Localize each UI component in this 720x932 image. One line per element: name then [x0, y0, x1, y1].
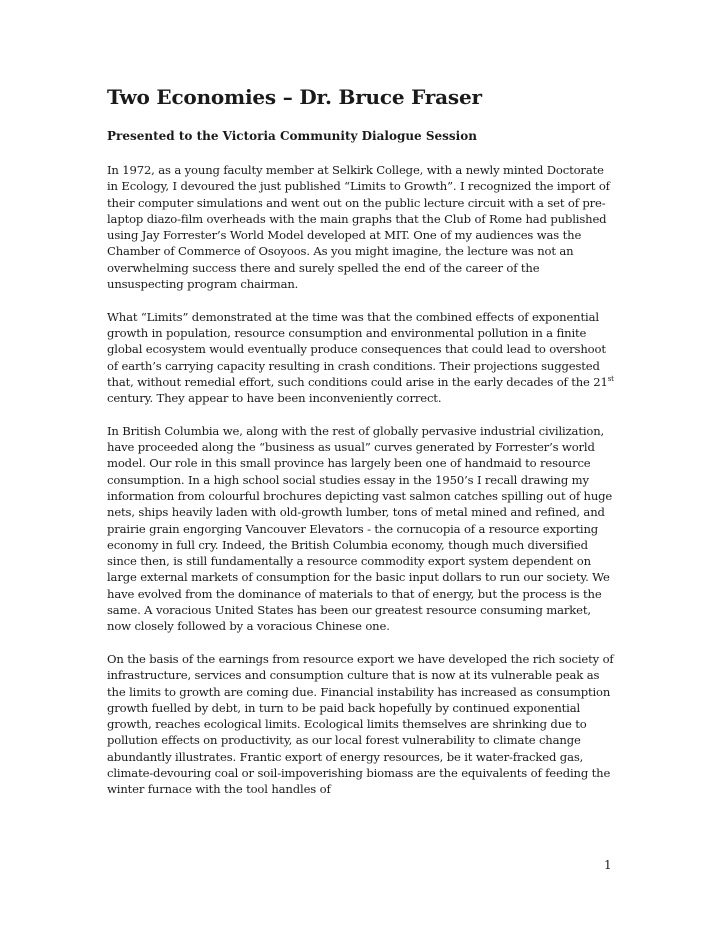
- document-title: Two Economies – Dr. Bruce Fraser: [107, 85, 482, 109]
- ordinal-superscript: st: [607, 375, 614, 383]
- document-page: [107, 84, 617, 814]
- page-number: 1: [604, 858, 612, 872]
- paragraph-limits-findings: [107, 309, 617, 407]
- paragraph-resource-export-earnings: On the basis of the earnings from resource export we have developed the rich society of infrastructure, services and consumption culture that is now at its vulnerable peak as the limits to growth are coming due. Financial instability has increased as consumption growth fuelled by debt, in turn to be paid back hopefully by continued exponential growth, reaches ecological limits. Ecological limits themselves are shrinking due to pollution effects on productivity, as our local forest vulnerability to climate change abundantly illustrates. Frantic export of energy resources, be it water-fracked gas, climate-devouring coal or soil-impoverishing biomass are the equivalents of feeding the winter furnace with the tool handles of: [107, 651, 614, 797]
- paragraph-limits-to-growth-lecture: In 1972, as a young faculty member at Selkirk College, with a newly minted Doctorate in Ecology, I devoured the just published “Limits to Growth”. I recognized the import of their computer simulations and went out on the public lecture circuit with a set of pre-laptop diazo-film overheads with the main graphs that the Club of Rome had published using Jay Forrester’s World Model developed at MIT. One of my audiences was the Chamber of Commerce of Osoyoos. As you might imagine, the lecture was not an overwhelming success there and surely spelled the end of the career of the unsuspecting program chairman.: [107, 163, 610, 292]
- document-subtitle: Presented to the Victoria Community Dialogue Session: [107, 129, 477, 143]
- paragraph-bc-resource-economy: In British Columbia we, along with the rest of globally pervasive industrial civilization, have proceeded along the “business as usual” curves generated by Forrester’s world model. Our role in this small province has largely been one of handmaid to resource consumption. In a high school social studies essay in the 1950’s I recall drawing my information from colourful brochures depicting vast salmon catches spilling out of huge nets, ships heavily laden with old-growth lumber, tons of metal mined and refined, and prairie grain engorging Vancouver Elevators - the cornucopia of a resource exporting economy in full cry. Indeed, the British Columbia economy, though much diversified since then, is still fundamentally a resource commodity export system dependent on large external markets of consumption for the basic input dollars to run our society. We have evolved from the dominance of materials to that of energy, but the process is the same. A voracious United States has been our greatest resource consuming market, now closely followed by a voracious Chinese one.: [107, 423, 613, 634]
- paragraph-limits-findings-text: What “Limits” demonstrated at the time was that the combined effects of exponential growth in population, resource consumption and environmental pollution in a finite global ecosystem would eventually produce consequences that could lead to overshoot of earth’s carrying capacity resulting in crash conditions. Their projections suggested that, without remedial effort, such conditions could arise in the early decades of the 21: [107, 309, 608, 389]
- paragraph-limits-findings-tail: century. They appear to have been inconveniently correct.: [107, 391, 442, 406]
